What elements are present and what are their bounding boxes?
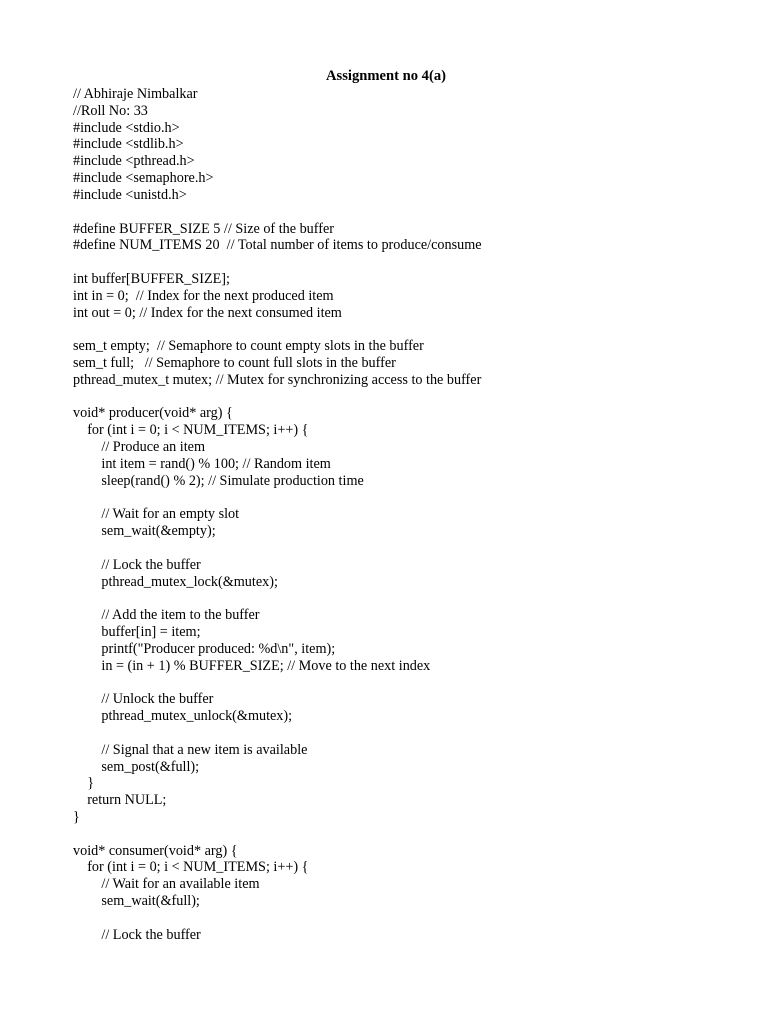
code-line [73, 910, 753, 927]
code-line: // Add the item to the buffer [73, 607, 260, 624]
code-line: sem_wait(&empty); [73, 523, 216, 540]
code-line: pthread_mutex_lock(&mutex); [73, 573, 278, 590]
code-line [73, 204, 753, 221]
code-line: #include <semaphore.h> [73, 170, 214, 187]
code-line [73, 389, 753, 406]
code-line: printf("Producer produced: %d\n", item); [73, 640, 336, 657]
code-line: buffer[in] = item; [73, 624, 201, 640]
code-line: sem_t full; // Semaphore to count full slots in the buffer [73, 355, 396, 371]
code-line: // Unlock the buffer [73, 691, 214, 708]
code-line: void* consumer(void* arg) { [73, 842, 238, 859]
code-line: for (int i = 0; i < NUM_ITEMS; i++) { [73, 422, 309, 439]
code-line: // Signal that a new item is available [73, 741, 308, 758]
code-line: for (int i = 0; i < NUM_ITEMS; i++) { [73, 859, 309, 876]
code-line: // Abhiraje Nimbalkar [73, 86, 198, 102]
code-line [73, 826, 753, 843]
code-line: } [73, 775, 94, 792]
code-line: // Wait for an empty slot [73, 506, 240, 523]
code-line: int in = 0; // Index for the next produced item [73, 287, 334, 304]
code-line: // Wait for an available item [73, 876, 260, 893]
code-line [73, 254, 753, 271]
code-line [73, 490, 753, 507]
code-line: int buffer[BUFFER_SIZE]; [73, 270, 230, 287]
code-line [73, 321, 753, 338]
code-line [73, 590, 753, 607]
code-line: in = (in + 1) % BUFFER_SIZE; // Move to the next index [73, 657, 431, 674]
code-line: //Roll No: 33 [73, 102, 148, 119]
code-line: sleep(rand() % 2); // Simulate production time [73, 472, 364, 489]
code-line: #include <pthread.h> [73, 153, 195, 170]
code-line: #define BUFFER_SIZE 5 // Size of the buffer [73, 220, 334, 237]
code-line: // Lock the buffer [73, 926, 201, 943]
code-line: void* producer(void* arg) { [73, 405, 233, 422]
code-line: pthread_mutex_t mutex; // Mutex for synchronizing access to the buffer [73, 371, 482, 388]
code-line [73, 540, 753, 557]
code-line: #include <unistd.h> [73, 186, 187, 203]
code-line: int item = rand() % 100; // Random item [73, 455, 331, 472]
code-line: #define NUM_ITEMS 20 // Total number of items to produce/consume [73, 237, 482, 254]
document-title: Assignment no 4(a) [326, 68, 446, 84]
code-line [73, 674, 753, 691]
code-line [73, 725, 753, 742]
code-line: sem_wait(&full); [73, 893, 200, 909]
code-line: #include <stdio.h> [73, 119, 180, 136]
code-line: } [73, 808, 80, 825]
code-line: return NULL; [73, 792, 167, 809]
code-line: // Produce an item [73, 439, 205, 456]
code-line: sem_post(&full); [73, 758, 200, 775]
code-line: #include <stdlib.h> [73, 136, 184, 153]
code-line: sem_t empty; // Semaphore to count empty slots in the buffer [73, 338, 424, 355]
code-listing [73, 86, 753, 943]
code-line: int out = 0; // Index for the next consumed item [73, 304, 342, 321]
code-line: // Lock the buffer [73, 556, 201, 573]
code-line: pthread_mutex_unlock(&mutex); [73, 708, 293, 725]
